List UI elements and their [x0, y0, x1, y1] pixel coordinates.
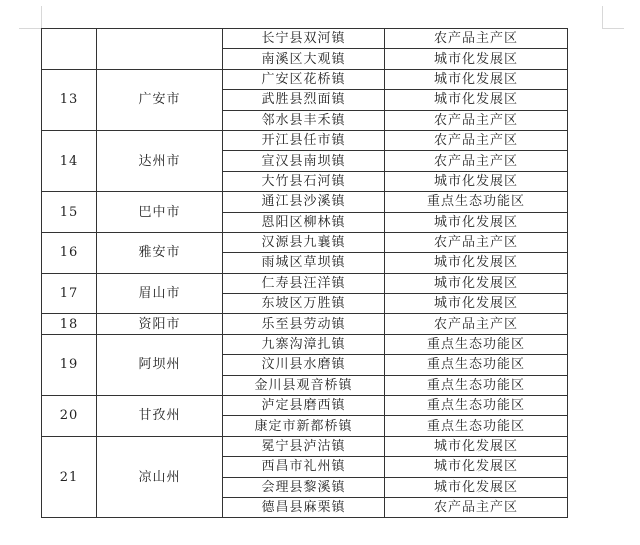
town-cell: 汉源县九襄镇: [223, 232, 385, 252]
city-cell: [97, 29, 223, 70]
zone-type-cell: 城市化发展区: [385, 477, 568, 497]
city-cell: 广安市: [97, 69, 223, 130]
town-cell: 雨城区草坝镇: [223, 253, 385, 273]
zone-type-cell: 农产品主产区: [385, 110, 568, 130]
page-corner-mark: [19, 28, 41, 29]
serial-number-cell: 16: [42, 232, 97, 273]
town-cell: 西昌市礼州镇: [223, 457, 385, 477]
town-classification-table: [41, 28, 568, 518]
zone-type-cell: 城市化发展区: [385, 457, 568, 477]
city-cell: 凉山州: [97, 436, 223, 518]
town-cell: 邻水县丰禾镇: [223, 110, 385, 130]
town-cell: 长宁县双河镇: [223, 29, 385, 49]
town-cell: 宣汉县南坝镇: [223, 151, 385, 171]
zone-type-cell: 城市化发展区: [385, 69, 568, 89]
town-cell: 泸定县磨西镇: [223, 396, 385, 416]
city-cell: 达州市: [97, 130, 223, 191]
table-row: [42, 29, 568, 49]
town-cell: 康定市新都桥镇: [223, 416, 385, 436]
town-cell: 德昌县麻栗镇: [223, 497, 385, 517]
town-cell: 武胜县烈面镇: [223, 90, 385, 110]
table-row: [42, 314, 568, 334]
town-cell: 开江县任市镇: [223, 130, 385, 150]
zone-type-cell: 重点生态功能区: [385, 355, 568, 375]
city-cell: 阿坝州: [97, 334, 223, 395]
table-row: [42, 396, 568, 416]
table-row: [42, 69, 568, 89]
town-cell: 九寨沟漳扎镇: [223, 334, 385, 354]
zone-type-cell: 城市化发展区: [385, 273, 568, 293]
zone-type-cell: 重点生态功能区: [385, 396, 568, 416]
zone-type-cell: 城市化发展区: [385, 171, 568, 191]
city-cell: 资阳市: [97, 314, 223, 334]
city-cell: 眉山市: [97, 273, 223, 314]
table-row: [42, 273, 568, 293]
town-cell: 通江县沙溪镇: [223, 192, 385, 212]
table-row: [42, 192, 568, 212]
town-cell: 东坡区万胜镇: [223, 294, 385, 314]
city-cell: 巴中市: [97, 192, 223, 233]
town-cell: 仁寿县汪洋镇: [223, 273, 385, 293]
zone-type-cell: 重点生态功能区: [385, 334, 568, 354]
town-cell: 恩阳区柳林镇: [223, 212, 385, 232]
serial-number-cell: 21: [42, 436, 97, 518]
zone-type-cell: 城市化发展区: [385, 294, 568, 314]
page-corner-mark: [602, 6, 603, 28]
zone-type-cell: 城市化发展区: [385, 436, 568, 456]
town-cell: 金川县观音桥镇: [223, 375, 385, 395]
page-corner-mark: [41, 6, 42, 28]
serial-number-cell: [42, 29, 97, 70]
zone-type-cell: 城市化发展区: [385, 90, 568, 110]
page-corner-mark: [602, 28, 624, 29]
serial-number-cell: 19: [42, 334, 97, 395]
serial-number-cell: 20: [42, 396, 97, 437]
zone-type-cell: 重点生态功能区: [385, 192, 568, 212]
zone-type-cell: 重点生态功能区: [385, 416, 568, 436]
town-cell: 会理县黎溪镇: [223, 477, 385, 497]
city-cell: 甘孜州: [97, 396, 223, 437]
town-cell: 广安区花桥镇: [223, 69, 385, 89]
table-row: [42, 130, 568, 150]
serial-number-cell: 17: [42, 273, 97, 314]
town-cell: 大竹县石河镇: [223, 171, 385, 191]
serial-number-cell: 18: [42, 314, 97, 334]
table-row: [42, 232, 568, 252]
table-row: [42, 436, 568, 456]
zone-type-cell: 农产品主产区: [385, 314, 568, 334]
table-row: [42, 334, 568, 354]
town-cell: 乐至县劳动镇: [223, 314, 385, 334]
town-cell: 冕宁县泸沽镇: [223, 436, 385, 456]
zone-type-cell: 城市化发展区: [385, 49, 568, 69]
zone-type-cell: 农产品主产区: [385, 151, 568, 171]
zone-type-cell: 城市化发展区: [385, 253, 568, 273]
zone-type-cell: 城市化发展区: [385, 212, 568, 232]
table-body: [42, 29, 568, 518]
zone-type-cell: 农产品主产区: [385, 497, 568, 517]
zone-type-cell: 农产品主产区: [385, 232, 568, 252]
serial-number-cell: 13: [42, 69, 97, 130]
serial-number-cell: 15: [42, 192, 97, 233]
zone-type-cell: 农产品主产区: [385, 29, 568, 49]
serial-number-cell: 14: [42, 130, 97, 191]
town-cell: 南溪区大观镇: [223, 49, 385, 69]
zone-type-cell: 农产品主产区: [385, 130, 568, 150]
town-cell: 汶川县水磨镇: [223, 355, 385, 375]
zone-type-cell: 重点生态功能区: [385, 375, 568, 395]
city-cell: 雅安市: [97, 232, 223, 273]
